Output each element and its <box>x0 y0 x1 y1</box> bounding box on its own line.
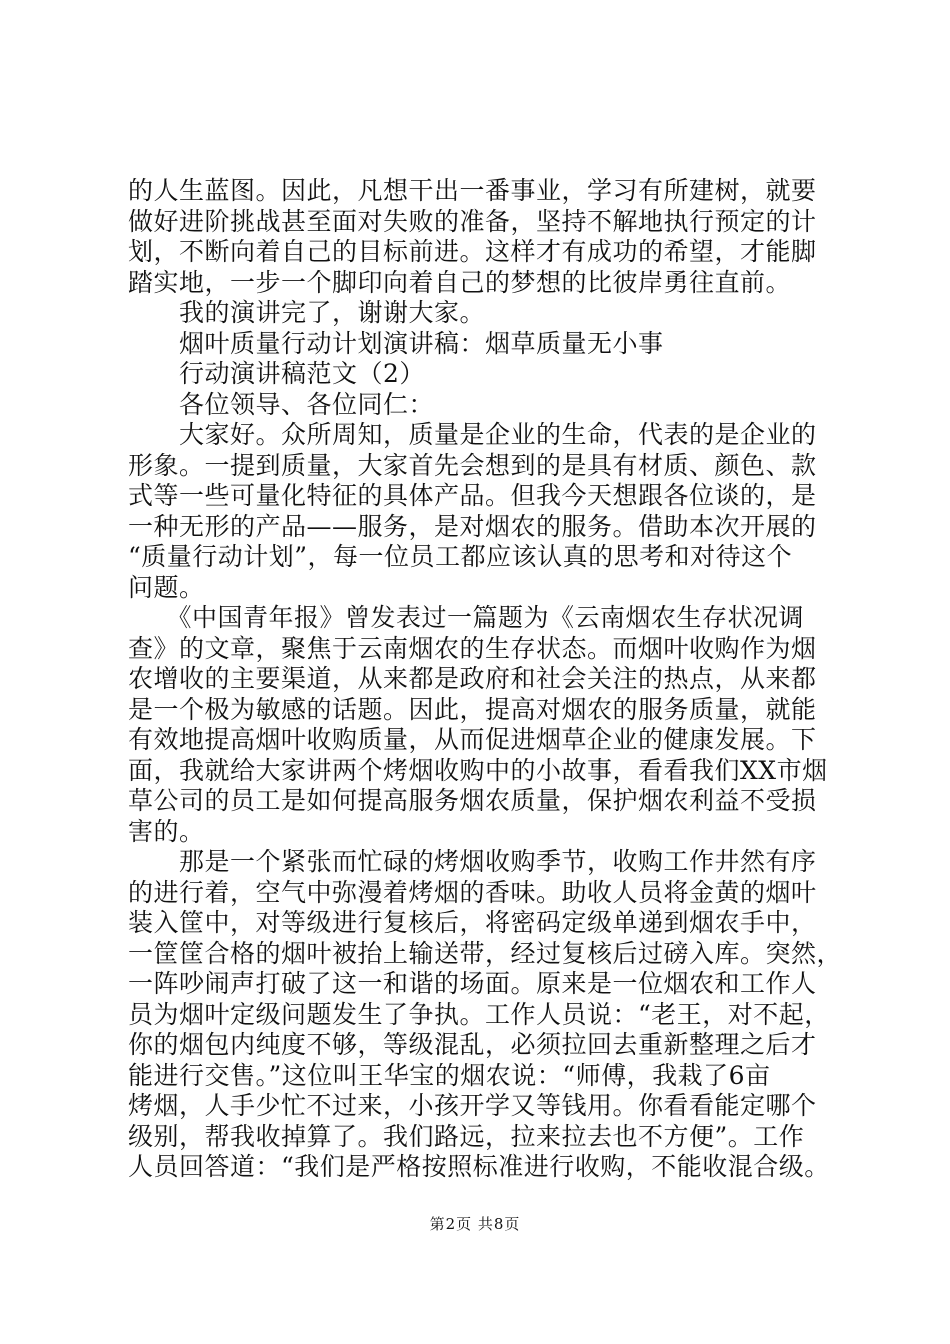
text-line: 是一个极为敏感的话题。因此，提高对烟农的服务质量，就能 <box>128 694 817 724</box>
text-line: 的人生蓝图。因此，凡想干出一番事业，学习有所建树，就要 <box>128 176 817 205</box>
text-line: 查》的文章，聚焦于云南烟农的生存状态。而烟叶收购作为烟 <box>128 633 817 663</box>
text-line: 做好进阶挑战甚至面对失败的准备，坚持不解地执行预定的计 <box>128 206 817 236</box>
page-footer: 第2页 共8页 <box>429 1215 521 1233</box>
text-line: 有效地提高烟叶收购质量，从而促进烟草企业的健康发展。下 <box>128 725 817 754</box>
document-body <box>128 176 843 1183</box>
text-line: 员为烟叶定级问题发生了争执。工作人员说：“老王，对不起， <box>128 999 830 1029</box>
text-line: 我的演讲完了，谢谢大家。 <box>128 298 486 327</box>
text-line: 式等一些可量化特征的具体产品。但我今天想跟各位谈的，是 <box>128 481 817 510</box>
text-line: 害的。 <box>128 816 205 846</box>
text-line: 大家好。众所周知，质量是企业的生命，代表的是企业的 <box>128 420 817 449</box>
text-line: 烟叶质量行动计划演讲稿：烟草质量无小事 <box>128 328 664 358</box>
text-line: 烤烟，人手少忙不过来，小孩开学又等钱用。你看看能定哪个 <box>128 1091 817 1120</box>
text-line: 《中国青年报》曾发表过一篇题为《云南烟农生存状况调 <box>128 603 805 632</box>
text-line: 你的烟包内纯度不够，等级混乱，必须拉回去重新整理之后才 <box>128 1030 817 1059</box>
text-line: 装入筐中，对等级进行复核后，将密码定级单递到烟农手中， <box>128 908 817 937</box>
text-line: 能进行交售。”这位叫王华宝的烟农说：“师傅，我栽了6亩 <box>128 1060 771 1090</box>
text-line: 面，我就给大家讲两个烤烟收购中的小故事，看看我们XX市烟 <box>128 755 828 785</box>
text-line: 形象。一提到质量，大家首先会想到的是具有材质、颜色、款 <box>128 450 817 480</box>
text-line: 级别，帮我收掉算了。我们路远，拉来拉去也不方便”。工作 <box>128 1121 805 1151</box>
text-line: 划，不断向着自己的目标前进。这样才有成功的希望，才能脚 <box>128 237 817 266</box>
text-line: 的进行着，空气中弥漫着烤烟的香味。助收人员将金黄的烟叶 <box>128 877 817 907</box>
text-line: 问题。 <box>128 572 205 602</box>
text-line: 踏实地，一步一个脚印向着自己的梦想的比彼岸勇往直前。 <box>128 267 792 297</box>
text-line: 行动演讲稿范文（2） <box>128 359 425 388</box>
text-line: 各位领导、各位同仁： <box>128 389 435 419</box>
text-line: 那是一个紧张而忙碌的烤烟收购季节，收购工作井然有序 <box>128 847 817 876</box>
text-line: 一种无形的产品——服务，是对烟农的服务。借助本次开展的 <box>128 511 817 541</box>
text-line: “质量行动计划”，每一位员工都应该认真的思考和对待这个 <box>128 542 793 571</box>
text-line: 一筐筐合格的烟叶被抬上输送带，经过复核后过磅入库。突然， <box>128 938 843 968</box>
text-line: 草公司的员工是如何提高服务烟农质量，保护烟农利益不受损 <box>128 786 817 815</box>
text-line: 人员回答道：“我们是严格按照标准进行收购，不能收混合级。 <box>128 1152 830 1181</box>
text-line: 一阵吵闹声打破了这一和谐的场面。原来是一位烟农和工作人 <box>128 969 817 998</box>
text-line: 农增收的主要渠道，从来都是政府和社会关注的热点，从来都 <box>128 664 817 693</box>
